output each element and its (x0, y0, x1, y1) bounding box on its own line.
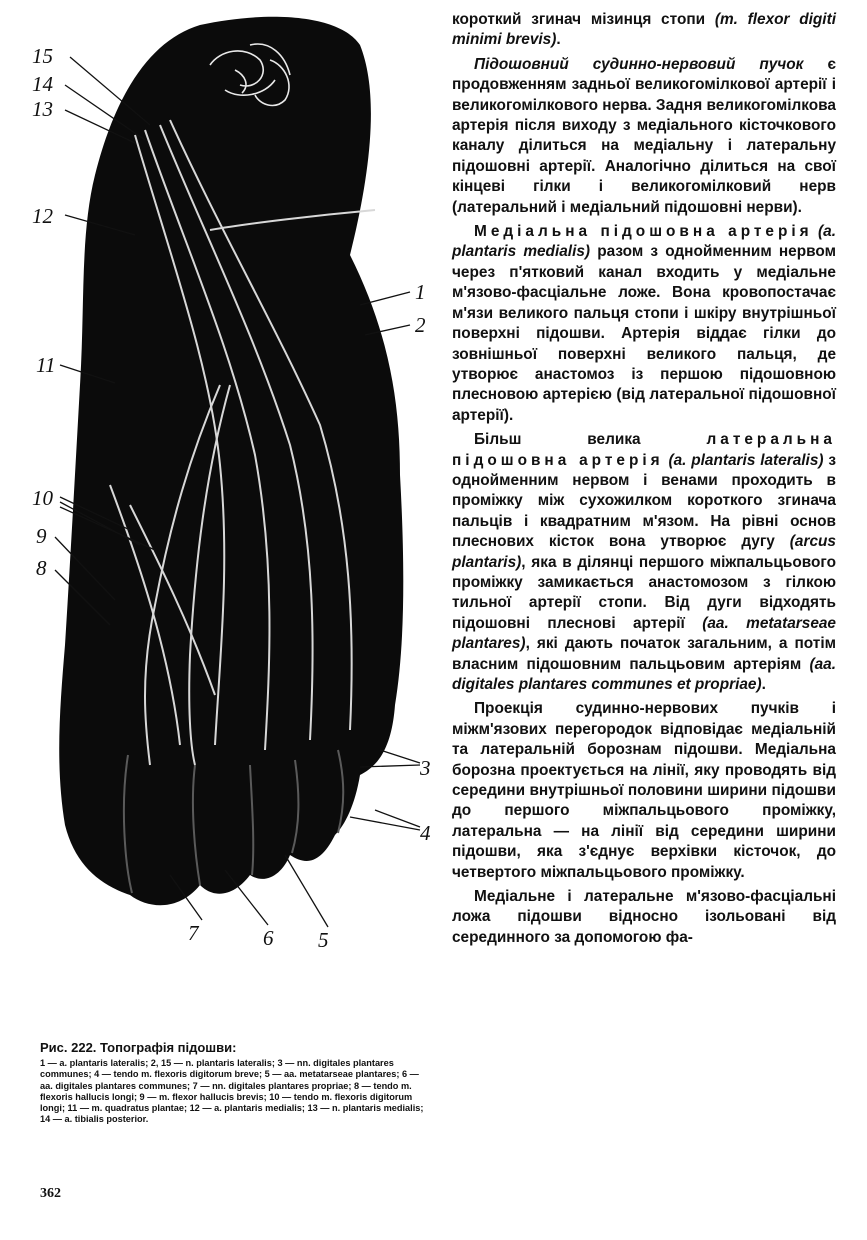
label-12: 12 (32, 204, 53, 228)
figure-caption (40, 1040, 432, 1126)
label-11: 11 (36, 353, 56, 377)
caption-legend: 1 — a. plantaris lateralis; 2, 15 — n. plantaris lateralis; 3 — nn. digitales plantares communes; 4 — tendo m. flexoris digitorum breve; 5 — aa. metatarseae plantares; 6 — aa. digitales plantares communes; 7 — nn. digitales plantares propriae; 8 — tendo m. flexoris hallucis longi; 9 — m. flexor hallucis brevis; 10 — tendo m. flexoris digitorum longi; 11 — m. quadratus plantae; 12 — a. plantaris medialis; 13 — n. plantaris medialis; 14 — a. tibialis posterior. (40, 1058, 424, 1125)
paragraph-fascial-beds: Медіальне і латеральне м'язово-фасціальні ложа підошви відносно ізольовані від серединного за допомогою фа- (452, 888, 836, 946)
label-8: 8 (36, 556, 47, 580)
paragraph-plantar-bundle: Підошовний судинно-нервовий пучок є продовженням задньої великогомілкової артерії і великогомілкового нерва. Задня великогомілкова артерія після виходу з медіального кісточкового каналу ділиться на медіальну і латеральну підошовні артерії. Аналогічно ділиться на свої кінцеві гілки і великогомілковий нерв (латеральний і медіальний підошовні нерви). (452, 55, 836, 216)
label-9: 9 (36, 524, 47, 548)
label-6: 6 (263, 926, 274, 950)
page-number: 362 (40, 1186, 61, 1201)
label-5: 5 (318, 928, 329, 952)
label-3: 3 (420, 756, 431, 780)
plantar-foot-illustration (20, 5, 440, 955)
body-text-column (452, 10, 836, 952)
paragraph-projection: Проекція судинно-нервових пучків і міжм'язових перегородок відповідає медіальній та латеральній борознам підошви. Медіальна борозна проектується на лінії, яку проводять від середини внутрішньої половини ширини підошви до першого міжпальцьового проміжку, латеральна — на лінії від середини ширини підошви, яка з'єднує верхівки кісточок, до четвертого міжпальцьового проміжку. (452, 700, 836, 881)
label-1: 1 (415, 280, 426, 304)
label-4: 4 (420, 821, 431, 845)
paragraph-0: короткий згинач мізинця стопи (m. flexor digiti minimi brevis). (452, 11, 836, 49)
label-2: 2 (415, 313, 426, 337)
foot-silhouette (59, 17, 403, 905)
label-14: 14 (32, 72, 53, 96)
label-15: 15 (32, 44, 53, 68)
caption-title: Рис. 222. Топографія підошви: (40, 1040, 237, 1055)
paragraph-medial-artery: Медіальна підошовна артерія (a. plantaris medialis) разом з однойменним нервом через п'ятковий канал входить у медіальне м'язово-фасціальне ложе. Вона кровопостачає м'язи великого пальця стопи і шкіру внутрішньої поверхні підошви. Артерія віддає гілки до зовнішньої поверхні великого пальця, де утворює анастомоз із першою підошовною плесновою артерією (від латеральної підошовної артерії). (452, 223, 836, 424)
label-13: 13 (32, 97, 53, 121)
paragraph-lateral-artery: Більш велика латеральна підошовна артерія (a. plantaris lateralis) з однойменним нервом і венами проходить в проміжку між сухожилком короткого згинача пальців і квадратним м'язом. На рівні основ плеснових кісток вона утворює дугу (arcus plantaris), яка в ділянці першого міжпальцьового проміжку замикається анастомозом з гілкою тильної артерії стопи. Від дуги відходять підошовні плеснові артерії (aa. metatarseae plantares), які дають початок загальним, а потім власним підошовним пальцьовим артеріям (aa. digitales plantares communes et propriae). (452, 431, 836, 693)
label-7: 7 (188, 921, 199, 945)
label-10: 10 (32, 486, 53, 510)
